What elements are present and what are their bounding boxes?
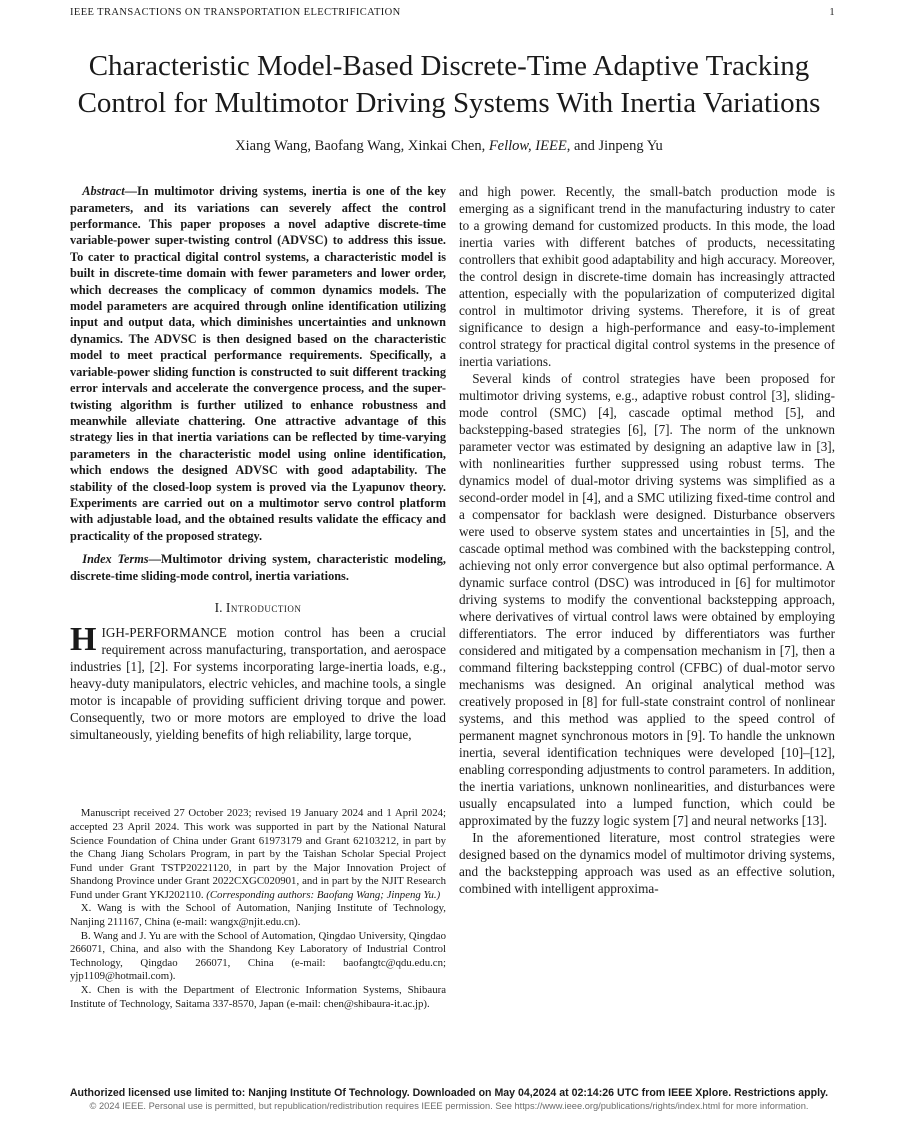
affiliation-note-wang: X. Wang is with the School of Automation, Nanjing Institute of Technology, Nanjing 211167, China (e-mail: wangx@njit.edu.cn). — [70, 902, 446, 929]
page-number: 1 — [829, 7, 835, 18]
corresponding-authors-note: (Corresponding authors: Baofang Wang; Jinpeng Yu.) — [206, 888, 441, 901]
intro-paragraph — [70, 620, 446, 743]
drop-cap: H — [70, 620, 97, 658]
manuscript-history-text: Manuscript received 27 October 2023; revised 19 January 2024 and 1 April 2024; accepted 23 April 2024. This work was supported in part by the National Natural Science Foundation of China under Grant 61973179 and Grant 62103212, in part by the Chang Jiang Scholars Program, in part by the Taishan Scholar Special Project Fund under Grant TSTP20221120, in part by the Major Innovation Project of Shandong Province under Grant 2022CXGC020901, and in part by the NJIT Research Fund under Grant YKJ202110. — [70, 807, 446, 901]
xplore-license-footer — [0, 1087, 898, 1111]
left-column — [70, 183, 446, 1011]
index-terms-text: —Multimotor driving system, characteristic modeling, discrete-time sliding-mode control, inertia variations. — [70, 552, 446, 583]
section-heading-introduction — [70, 600, 446, 616]
author-names: Xiang Wang, Baofang Wang, Xinkai Chen, — [235, 138, 489, 155]
journal-name: IEEE TRANSACTIONS ON TRANSPORTATION ELECTRIFICATION — [70, 7, 401, 18]
abstract-label: Abstract — [82, 184, 125, 199]
affiliation-note-wang-yu: B. Wang and J. Yu are with the School of Automation, Qingdao University, Qingdao 266071, China, and also with the Shandong Key Laboratory of Industrial Control Technology, Qingdao 266071, China (e-mail: baofangtc@qdu.edu.cn; yjp1109@hotmail.com). — [70, 929, 446, 983]
affiliation-note-chen: X. Chen is with the Department of Electronic Information Systems, Shibaura Institute of Technology, Saitama 337-8570, Japan (e-mail: chen@shibaura-it.ac.jp). — [70, 984, 446, 1010]
author-names-cont: , and Jinpeng Yu — [566, 138, 663, 155]
copyright-line: © 2024 IEEE. Personal use is permitted, but republication/redistribution requires IEEE permission. See https://www.ieee.org/publications/rights/index.html for more information. — [89, 1101, 809, 1111]
section-title: Introduction — [225, 599, 302, 615]
running-head — [70, 7, 835, 18]
related-work-paragraph: Several kinds of control strategies have been proposed for multimotor driving systems, e.g., adaptive robust control [3], sliding-mode control (SMC) [4], cascade optimal method [5], and backstepping-based strategies [6], [7]. The norm of the unknown parameter vector was estimated by designing an adaptive law in [3], with nonlinearities further suppressed using robust terms. The dynamics model of dual-motor driving systems was simplified as a second-order model in [4], and a SMC utilizing fixed-time control and a compensator for backlash were designed. Disturbance observers were used to observe system states and uncertainties in [5], and the cascade optimal method was combined with the backstepping control, achieving not only error convergence but also optimal performance. A dynamic surface control (DSC) was introduced in [6] for multimotor driving systems to modify the conventional backstepping approach, where derivatives of virtual control laws were obtained by employing differentiators. The error induced by differentiators was further considered and mitigated by a compensation mechanism in [7], then a command filtering backstepping control (CFBC) of dual-motor servo mechanisms was designed. An original analytical method was creatively proposed in [8] for full-state constraint control of nonlinear systems, and this method was applied to the speed control of permanent magnet synchronous motors in [9]. To handle the unknown inertia, several identification techniques were developed [10]–[12], enabling corresponding adjustments to control parameters. In addition, the inertia variations, unknown nonlinearities, and disturbances were usually encapsulated into a lumped function, which could be approximated by the fuzzy logic system [7] and neural networks [13]. — [459, 371, 835, 829]
intro-continuation-paragraph: and high power. Recently, the small-batch production mode is emerging as a significant trend in the manufacturing industry to cater to a growing demand for customized products. In this mode, the load inertia varies with different batches of products, necessitating controllers that exhibit good adaptability and high accuracy. Moreover, the control design in discrete-time domain has increasingly attracted attention, especially with the popularization of computerized digital control in multimotor driving systems. Therefore, it is of great significance to design a high-performance and easy-to-implement control strategy for practical digital control systems in the presence of inertia variations. — [459, 184, 835, 370]
paper-title: Characteristic Model-Based Discrete-Time Adaptive Tracking Control for Multimotor Driving Systems With Inertia Variations — [77, 50, 821, 120]
manuscript-history-note — [70, 807, 446, 902]
author-line — [0, 138, 898, 155]
abstract-paragraph — [70, 183, 446, 544]
two-column-body — [70, 183, 835, 1011]
section-number: I. — [214, 599, 226, 615]
first-page-footnotes — [70, 807, 446, 1011]
index-terms-paragraph — [70, 551, 446, 584]
right-column — [459, 183, 835, 1011]
literature-summary-paragraph: In the aforementioned literature, most control strategies were designed based on the dynamics model of multimotor driving systems, and the backstepping approach was used as an effective solution, combined with intelligent approxima- — [459, 830, 835, 897]
index-terms-label: Index Terms — [82, 552, 149, 567]
intro-text: IGH-PERFORMANCE motion control has been a crucial requirement across manufacturing, transportation, and aerospace industries [1], [2]. For systems incorporating large-inertia loads, e.g., heavy-duty manipulators, electric vehicles, and machine tools, a single motor is incapable of providing sufficient driving torque and power. Consequently, two or more motors are employed to drive the load simultaneously, yielding benefits of high reliability, large torque, — [70, 624, 446, 742]
author-fellow-designation: Fellow, IEEE — [488, 138, 567, 155]
license-line: Authorized licensed use limited to: Nanjing Institute Of Technology. Downloaded on May 04,2024 at 02:14:26 UTC from IEEE Xplore. Restrictions apply. — [69, 1087, 829, 1099]
abstract-text: —In multimotor driving systems, inertia is one of the key parameters, and its variations can severely affect the control performance. This paper proposes a novel adaptive discrete-time variable-power super-twisting control (ADVSC) to address this issue. To cater to practical digital control systems, a characteristic model is built in discrete-time domain with fewer parameters and lower order, which decreases the complicacy of common dynamics models. The model parameters are acquired through online identification utilizing input and output data, which diminishes uncertainties and unknown dynamics. The ADVSC is then designed based on the characteristic model to meet practical performance requirements. Specifically, a variable-power sliding function is constructed to suit different tracking error intervals and accelerate the convergence process, and the super-twisting algorithm is further utilized to enhance robustness and meanwhile alleviate chattering. One attractive advantage of this strategy lies in that inertia variations can be reflected by time-varying parameters in the characteristic model using online identification, which endows the designed ADVSC with good adaptability. The stability of the closed-loop system is proved via the Lyapunov theory. Experiments are carried out on a multimotor servo control platform with adjustable load, and the obtained results validate the efficacy and practicality of the proposed strategy. — [70, 184, 446, 543]
